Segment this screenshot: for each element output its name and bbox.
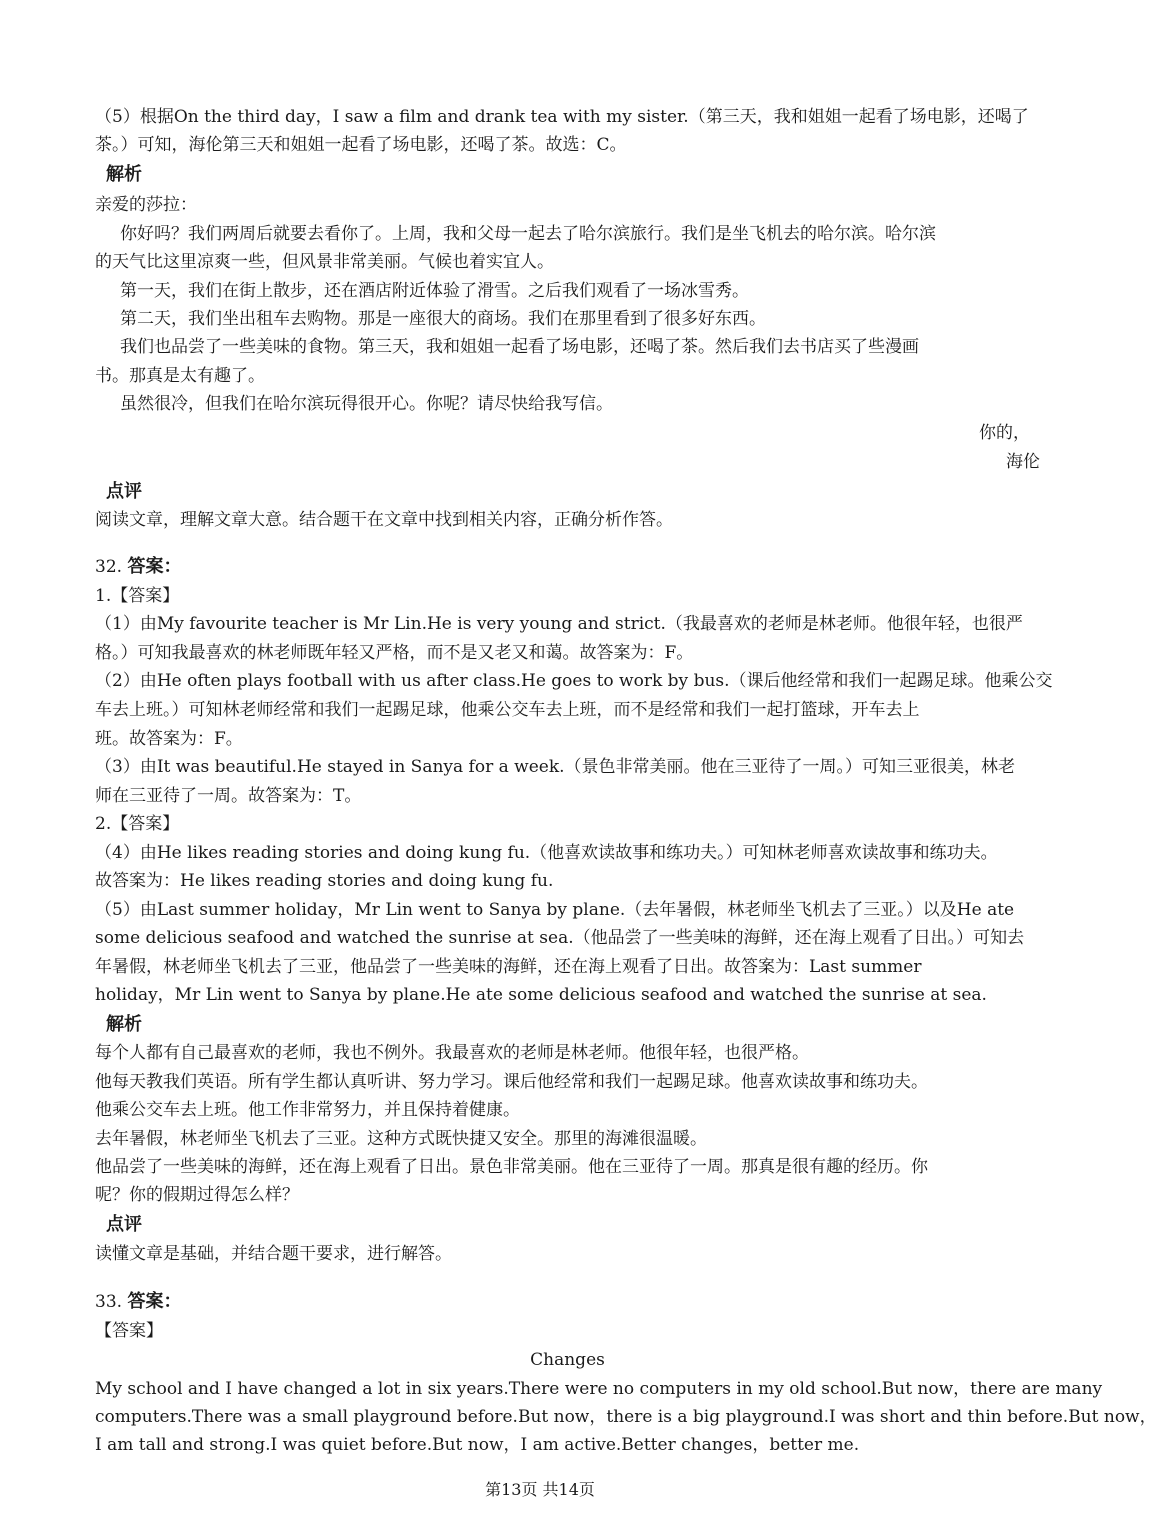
question-number: 32. <box>95 557 123 577</box>
text-line: 书。那真是太有趣了。 <box>95 366 265 386</box>
essay-title: Changes <box>530 1350 605 1370</box>
text-line: （1）由My favourite teacher is Mr Lin.He is very young and strict.（我最喜欢的老师是林老师。他很年轻，也很严 <box>95 614 1023 634</box>
text-line: 阅读文章，理解文章大意。结合题干在文章中找到相关内容，正确分析作答。 <box>95 510 673 530</box>
text-line: 1.【答案】 <box>95 586 180 606</box>
text-line: 茶。）可知，海伦第三天和姐姐一起看了场电影，还喝了茶。故选：C。 <box>95 135 627 155</box>
text-line: 每个人都有自己最喜欢的老师，我也不例外。我最喜欢的老师是林老师。他很年轻，也很严格。 <box>95 1043 809 1063</box>
text-line: 读懂文章是基础，并结合题干要求，进行解答。 <box>95 1244 452 1264</box>
text-line: （2）由He often plays football with us after class.He goes to work by bus.（课后他经常和我们一起踢足球。他乘公交 <box>95 671 1053 691</box>
text-line: 他品尝了一些美味的海鲜，还在海上观看了日出。景色非常美丽。他在三亚待了一周。那真是很有趣的经历。你 <box>95 1157 928 1177</box>
text-line: （5）由Last summer holiday，Mr Lin went to Sanya by plane.（去年暑假，林老师坐飞机去了三亚。）以及He ate <box>95 900 1015 920</box>
text-line: （3）由It was beautiful.He stayed in Sanya for a week.（景色非常美丽。他在三亚待了一周。）可知三亚很美，林老 <box>95 757 1016 777</box>
text-line: 师在三亚待了一周。故答案为：T。 <box>95 786 362 806</box>
text-line: （5）根据On the third day，I saw a film and drank tea with my sister.（第三天，我和姐姐一起看了场电影，还喝了 <box>95 107 1029 127</box>
page-footer: 第13页 共14页 <box>485 1480 595 1499</box>
answer-label: 答案： <box>127 1291 182 1312</box>
text-line: 你好吗？我们两周后就要去看你了。上周，我和父母一起去了哈尔滨旅行。我们是坐飞机去的哈尔滨。哈尔滨 <box>120 224 936 244</box>
section-heading-analysis: 解析 <box>106 164 142 185</box>
letter-salutation: 亲爱的莎拉： <box>95 195 197 215</box>
text-line: 格。）可知我最喜欢的林老师既年轻又严格，而不是又老又和蔼。故答案为：F。 <box>95 643 694 663</box>
section-heading-analysis: 解析 <box>106 1014 142 1035</box>
text-line: 他每天教我们英语。所有学生都认真听讲、努力学习。课后他经常和我们一起踢足球。他喜欢读故事和练功夫。 <box>95 1072 928 1092</box>
letter-signature: 海伦 <box>1006 452 1040 472</box>
text-line: 2.【答案】 <box>95 814 180 834</box>
letter-closing: 你的， <box>979 423 1030 443</box>
answer-label: 答案： <box>127 556 182 577</box>
question-header-33 <box>95 1288 1040 1316</box>
section-heading-comment: 点评 <box>106 481 142 502</box>
text-line: 他乘公交车去上班。他工作非常努力，并且保持着健康。 <box>95 1100 520 1120</box>
text-line: some delicious seafood and watched the sunrise at sea.（他品尝了一些美味的海鲜，还在海上观看了日出。）可知去 <box>95 928 1025 948</box>
text-line: 【答案】 <box>95 1321 163 1341</box>
text-line: computers.There was a small playground before.But now，there is a big playground.I was short and thin before.But now， <box>95 1407 1157 1427</box>
section-heading-comment: 点评 <box>106 1214 142 1235</box>
question-number: 33. <box>95 1292 123 1312</box>
text-line: 呢？你的假期过得怎么样？ <box>95 1185 299 1205</box>
text-line: 车去上班。）可知林老师经常和我们一起踢足球，他乘公交车去上班，而不是经常和我们一起打篮球，开车去上 <box>95 700 920 720</box>
text-line: 第一天，我们在街上散步，还在酒店附近体验了滑雪。之后我们观看了一场冰雪秀。 <box>120 281 749 301</box>
text-line: （4）由He likes reading stories and doing kung fu.（他喜欢读故事和练功夫。）可知林老师喜欢读故事和练功夫。 <box>95 843 998 863</box>
text-line: I am tall and strong.I was quiet before.But now，I am active.Better changes，better me. <box>95 1435 860 1455</box>
text-line: 年暑假，林老师坐飞机去了三亚，他品尝了一些美味的海鲜，还在海上观看了日出。故答案为：Last summer <box>95 957 922 977</box>
text-line: 我们也品尝了一些美味的食物。第三天，我和姐姐一起看了场电影，还喝了茶。然后我们去书店买了些漫画 <box>120 337 919 357</box>
text-line: holiday，Mr Lin went to Sanya by plane.He ate some delicious seafood and watched the sunrise at sea. <box>95 985 987 1005</box>
text-line: 第二天，我们坐出租车去购物。那是一座很大的商场。我们在那里看到了很多好东西。 <box>120 309 766 329</box>
question-header-32 <box>95 553 1040 581</box>
text-line: 去年暑假，林老师坐飞机去了三亚。这种方式既快捷又安全。那里的海滩很温暖。 <box>95 1129 707 1149</box>
text-line: 虽然很冷，但我们在哈尔滨玩得很开心。你呢？请尽快给我写信。 <box>120 394 613 414</box>
text-line: 故答案为：He likes reading stories and doing kung fu. <box>95 871 554 891</box>
text-line: 的天气比这里凉爽一些，但风景非常美丽。气候也着实宜人。 <box>95 252 554 272</box>
text-line: 班。故答案为：F。 <box>95 729 243 749</box>
text-line: My school and I have changed a lot in six years.There were no computers in my old school.But now，there are many <box>95 1379 1103 1399</box>
